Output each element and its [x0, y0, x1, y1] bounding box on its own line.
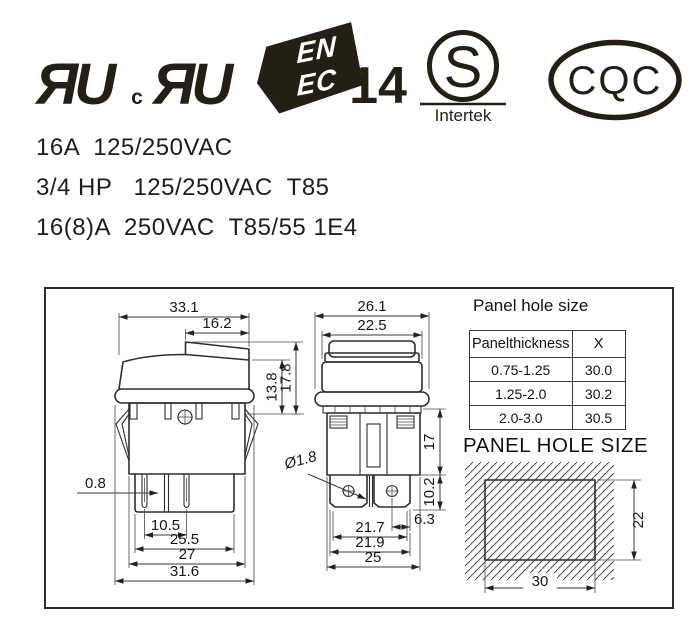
enec-line1: EN — [296, 29, 338, 70]
dim-rocker-width: 16.2 — [202, 315, 232, 332]
intertek-logo — [420, 33, 506, 126]
intertek-label: Intertek — [434, 106, 492, 125]
dim-hole-diameter: Ø1.8 — [282, 448, 319, 473]
dim-pin-spacing: 10.5 — [150, 517, 181, 534]
dim-cap-height: 13.8 — [263, 372, 281, 402]
dim-terminal-height: 10.2 — [421, 477, 438, 507]
dim-bezel-width: 31.6 — [169, 563, 200, 580]
table-header-row — [470, 331, 626, 358]
cqc-logo — [551, 43, 679, 118]
enec-line2: EC — [296, 61, 338, 102]
intertek-s-mark: S — [443, 35, 483, 100]
dim-hole-height: 22 — [630, 511, 647, 529]
front-view-drawing — [77, 299, 304, 585]
dim-side-bezel-width: 26.1 — [357, 298, 387, 315]
ul-mark-glyphs: ЯU — [35, 52, 113, 117]
dim-terminal-block-width: 25.5 — [169, 531, 200, 548]
dim-total-height: 17.8 — [277, 363, 295, 393]
cul-mark-glyphs: ЯU — [152, 52, 230, 117]
dim-width-c: 25 — [364, 549, 382, 566]
table-row: 1.25-2.0 30.2 — [470, 382, 626, 406]
ul-recognized-logo — [34, 52, 118, 117]
enec-number: 14 — [349, 57, 407, 115]
cul-prefix: c — [131, 86, 143, 109]
dim-pin-offset: 6.3 — [414, 511, 435, 528]
technical-drawing-panel — [44, 287, 674, 609]
switch-body — [129, 403, 245, 474]
dim-body-height: 17 — [421, 433, 438, 451]
rocker-top — [329, 341, 415, 357]
bezel — [115, 389, 254, 403]
rating-line-2: 3/4 HP 125/250VAC T85 — [36, 174, 330, 201]
dim-width-b: 21.9 — [355, 534, 385, 551]
switch-cap — [119, 355, 249, 390]
dim-terminal-thickness: 0.8 — [85, 475, 106, 492]
col-x: X — [572, 331, 625, 358]
cul-recognized-logo — [151, 52, 235, 117]
panel-hole-size-table — [469, 330, 626, 430]
center-slot — [367, 424, 380, 467]
dim-body-width: 27 — [178, 546, 196, 563]
panel-hole-size-heading: PANEL HOLE SIZE — [463, 434, 649, 457]
dim-side-rocker-width: 22.5 — [357, 317, 387, 334]
rating-line-3: 16(8)A 250VAC T85/55 1E4 — [36, 214, 358, 241]
dim-cap-width: 33.1 — [169, 299, 199, 316]
cqc-label: CQC — [567, 59, 663, 103]
panel-hole-drawing — [465, 462, 647, 593]
col-panel-thickness: Panelthickness — [470, 331, 573, 358]
bezel — [315, 392, 429, 406]
rating-line-1: 16A 125/250VAC — [36, 134, 233, 161]
dim-hole-width: 30 — [531, 573, 549, 590]
panel-table-title: Panel hole size — [473, 296, 589, 315]
dim-width-a: 21.7 — [355, 519, 385, 536]
table-row: 0.75-1.25 30.0 — [470, 358, 626, 382]
table-row: 2.0-3.0 30.5 — [470, 406, 626, 430]
side-view-drawing — [282, 298, 446, 571]
